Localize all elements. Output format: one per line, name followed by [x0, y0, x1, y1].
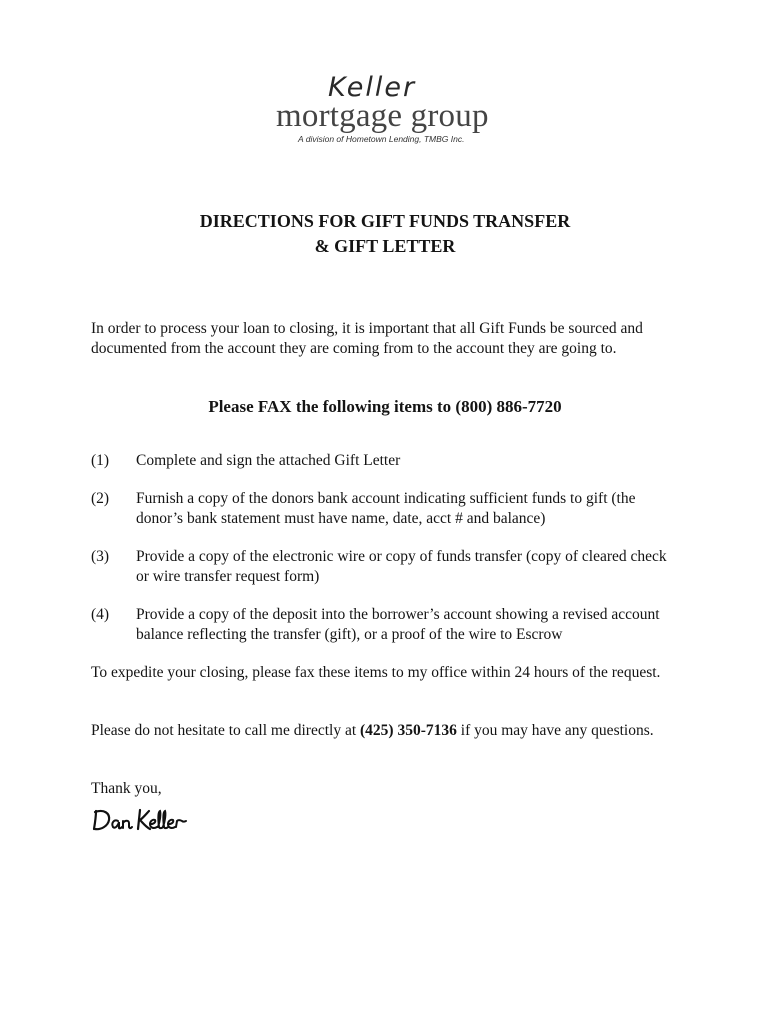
intro-paragraph: In order to process your loan to closing, it is important that all Gift Funds be sourced and documented from the account they are coming from to the account they are going to. [91, 320, 643, 357]
handwritten-signature [92, 803, 192, 835]
call-text-before: Please do not hesitate to call me directly at [91, 722, 361, 739]
list-item-text: Provide a copy of the electronic wire or copy of funds transfer (copy of cleared check or wire transfer request form) [136, 548, 667, 585]
list-item-number: (1) [91, 452, 110, 469]
list-item-number: (2) [91, 490, 110, 507]
document-title-line2: & GIFT LETTER [314, 236, 456, 256]
list-item-text: Furnish a copy of the donors bank account indicating sufficient funds to gift (the donor’s bank statement must have name, date, acct # and balance) [136, 490, 636, 527]
list-item-number: (4) [91, 606, 110, 623]
list-item-text: Provide a copy of the deposit into the borrower’s account showing a revised account balance reflecting the transfer (gift), or a proof of the wire to Escrow [136, 606, 660, 643]
phone-number: (425) 350-7136 [360, 722, 457, 739]
call-text-after: if you may have any questions. [456, 722, 654, 739]
closing-salutation: Thank you, [91, 780, 162, 797]
list-item-text: Complete and sign the attached Gift Letter [136, 452, 401, 469]
logo-tagline: A division of Hometown Lending, TMBG Inc. [298, 134, 465, 144]
logo-main-name: mortgage group [276, 98, 489, 134]
expedite-paragraph: To expedite your closing, please fax these items to my office within 24 hours of the request. [91, 664, 661, 681]
logo-script-name: Keller [328, 72, 417, 103]
call-paragraph [91, 721, 691, 741]
fax-heading: Please FAX the following items to (800) 886-7720 [208, 397, 562, 416]
document-title-line1: DIRECTIONS FOR GIFT FUNDS TRANSFER [199, 211, 571, 231]
list-item-number: (3) [91, 548, 110, 565]
company-logo [270, 72, 510, 152]
